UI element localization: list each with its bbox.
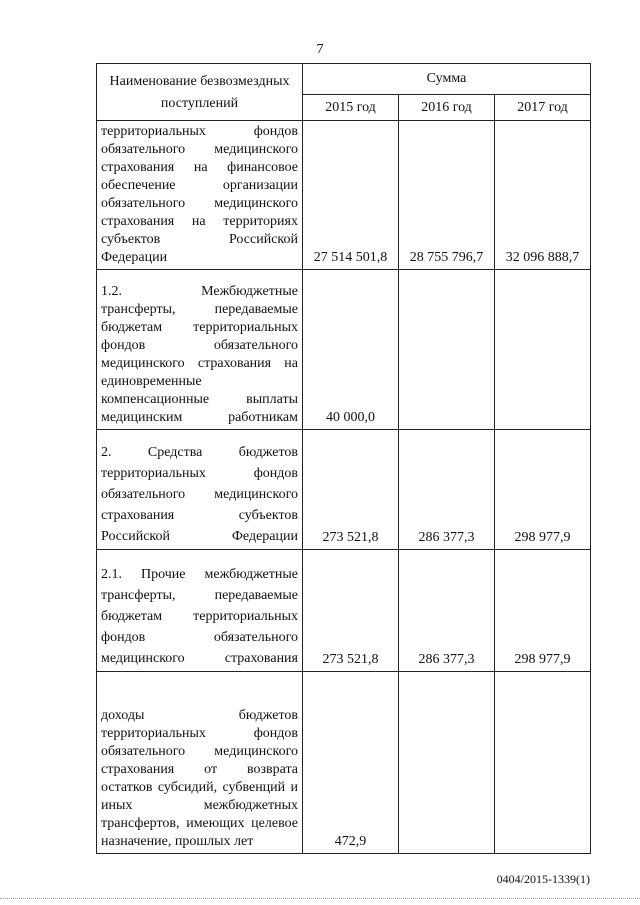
header-name-text: Наименование безвозмездных поступлений (109, 74, 290, 111)
row-value-2017: 298 977,9 (495, 550, 591, 672)
table-row (97, 121, 591, 270)
row-name: доходы бюджетов территориальных фондов обязательного медицинского страхования от возврата остатков субсидий, субвенций и иных межбюджетных трансфертов, имеющих целевое назначение, прошлых лет (97, 672, 303, 854)
table-row (97, 270, 591, 430)
table-row (97, 550, 591, 672)
row-value-2017 (495, 270, 591, 430)
budget-table (96, 63, 591, 854)
row-value-2016: 286 377,3 (399, 550, 495, 672)
table-row (97, 672, 591, 854)
header-year-2015: 2015 год (303, 95, 399, 121)
row-value-2016 (399, 672, 495, 854)
row-value-2016: 28 755 796,7 (399, 121, 495, 270)
row-name: 2. Средства бюджетов территориальных фондов обязательного медицинского страхования субъектов Российской Федерации (97, 430, 303, 550)
table-header-row (97, 64, 591, 95)
header-sum: Сумма (303, 64, 591, 95)
scan-edge-divider (0, 898, 640, 900)
row-value-2017 (495, 672, 591, 854)
header-year-2017: 2017 год (495, 95, 591, 121)
row-value-2016: 286 377,3 (399, 430, 495, 550)
row-value-2015: 273 521,8 (303, 430, 399, 550)
row-value-2016 (399, 270, 495, 430)
row-value-2015: 273 521,8 (303, 550, 399, 672)
row-name: 2.1. Прочие межбюджетные трансферты, передаваемые бюджетам территориальных фондов обязательного медицинского страхования (97, 550, 303, 672)
row-value-2015: 27 514 501,8 (303, 121, 399, 270)
header-name (97, 64, 303, 121)
row-value-2017: 298 977,9 (495, 430, 591, 550)
header-year-2016: 2016 год (399, 95, 495, 121)
row-value-2015: 40 000,0 (303, 270, 399, 430)
row-name: 1.2. Межбюджетные трансферты, передаваемые бюджетам территориальных фондов обязательного медицинского страхования на единовременные компенсационные выплаты медицинским работникам (97, 270, 303, 430)
document-code: 0404/2015-1339(1) (496, 872, 590, 886)
row-value-2015: 472,9 (303, 672, 399, 854)
table-row (97, 430, 591, 550)
page-number: 7 (316, 42, 324, 57)
row-value-2017: 32 096 888,7 (495, 121, 591, 270)
row-name: территориальных фондов обязательного медицинского страхования на финансовое обеспечение организации обязательного медицинского страхования на территориях субъектов Российской Федерации (97, 121, 303, 270)
